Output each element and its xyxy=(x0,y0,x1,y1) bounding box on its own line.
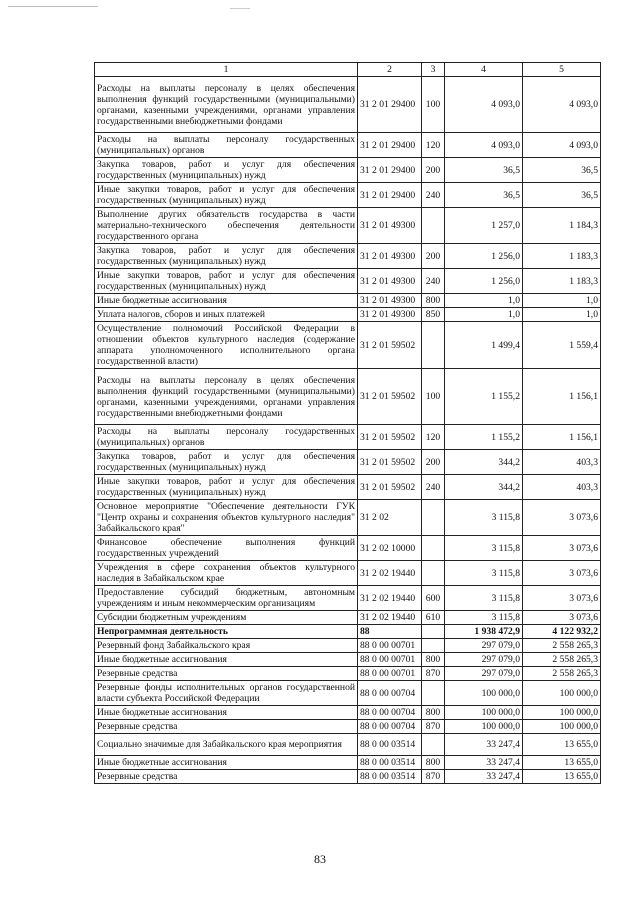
table-row xyxy=(95,734,601,756)
row-code: 88 xyxy=(358,625,422,639)
row-value-1: 1 155,2 xyxy=(445,369,523,425)
table-row xyxy=(95,756,601,770)
row-value-2: 1 559,4 xyxy=(523,322,601,369)
scan-artifact xyxy=(8,6,98,7)
row-value-1: 4 093,0 xyxy=(445,133,523,158)
row-value-2: 100 000,0 xyxy=(523,720,601,734)
row-name: Резервные средства xyxy=(95,667,358,681)
row-value-1: 3 115,8 xyxy=(445,586,523,611)
budget-table-container xyxy=(94,62,600,784)
row-code: 31 2 02 xyxy=(358,500,422,536)
row-value-1: 4 093,0 xyxy=(445,77,523,133)
row-name: Учреждения в сфере сохранения объектов культурного наследия в Забайкальском крае xyxy=(95,561,358,586)
table-row xyxy=(95,625,601,639)
row-vr xyxy=(422,208,445,244)
table-row xyxy=(95,77,601,133)
row-code: 31 2 01 29400 xyxy=(358,158,422,183)
row-value-2: 2 558 265,3 xyxy=(523,667,601,681)
row-name: Социально значимые для Забайкальского края мероприятия xyxy=(95,734,358,756)
row-vr xyxy=(422,734,445,756)
row-value-2: 1 156,1 xyxy=(523,369,601,425)
row-value-2: 1 183,3 xyxy=(523,269,601,294)
header-col-vr: 3 xyxy=(422,63,445,77)
table-row xyxy=(95,269,601,294)
row-value-2: 36,5 xyxy=(523,183,601,208)
header-col-code: 2 xyxy=(358,63,422,77)
row-name: Закупка товаров, работ и услуг для обеспечения государственных (муниципальных) нужд xyxy=(95,244,358,269)
row-value-1: 297 079,0 xyxy=(445,653,523,667)
row-name: Резервные средства xyxy=(95,720,358,734)
row-value-2: 1,0 xyxy=(523,308,601,322)
row-value-1: 344,2 xyxy=(445,450,523,475)
row-name: Основное мероприятие "Обеспечение деятельности ГУК "Центр охраны и сохранения объектов культурного наследия" Забайкальского края" xyxy=(95,500,358,536)
row-name: Уплата налогов, сборов и иных платежей xyxy=(95,308,358,322)
row-vr xyxy=(422,322,445,369)
row-code: 31 2 02 19440 xyxy=(358,561,422,586)
row-value-2: 403,3 xyxy=(523,450,601,475)
row-value-2: 13 655,0 xyxy=(523,770,601,784)
row-vr: 120 xyxy=(422,133,445,158)
row-name: Закупка товаров, работ и услуг для обеспечения государственных (муниципальных) нужд xyxy=(95,158,358,183)
table-row xyxy=(95,425,601,450)
row-code: 31 2 01 59502 xyxy=(358,450,422,475)
row-vr: 240 xyxy=(422,269,445,294)
row-name: Иные закупки товаров, работ и услуг для обеспечения государственных (муниципальных) нужд xyxy=(95,475,358,500)
row-value-2: 3 073,6 xyxy=(523,536,601,561)
table-row xyxy=(95,450,601,475)
row-vr xyxy=(422,625,445,639)
row-value-2: 13 655,0 xyxy=(523,734,601,756)
row-code: 88 0 00 00701 xyxy=(358,639,422,653)
row-code: 31 2 01 59502 xyxy=(358,322,422,369)
row-vr: 200 xyxy=(422,244,445,269)
row-value-2: 36,5 xyxy=(523,158,601,183)
row-vr: 800 xyxy=(422,706,445,720)
row-value-1: 1 256,0 xyxy=(445,269,523,294)
row-vr: 240 xyxy=(422,475,445,500)
row-name: Закупка товаров, работ и услуг для обеспечения государственных (муниципальных) нужд xyxy=(95,450,358,475)
row-value-2: 3 073,6 xyxy=(523,500,601,536)
row-value-2: 1 183,3 xyxy=(523,244,601,269)
row-value-1: 36,5 xyxy=(445,183,523,208)
row-vr xyxy=(422,536,445,561)
table-body xyxy=(95,77,601,784)
table-row xyxy=(95,158,601,183)
row-value-1: 36,5 xyxy=(445,158,523,183)
row-vr: 800 xyxy=(422,653,445,667)
row-code: 88 0 00 03514 xyxy=(358,734,422,756)
table-row xyxy=(95,586,601,611)
header-col-value-1: 4 xyxy=(445,63,523,77)
row-name: Резервный фонд Забайкальского края xyxy=(95,639,358,653)
table-row xyxy=(95,611,601,625)
row-value-1: 33 247,4 xyxy=(445,756,523,770)
table-row xyxy=(95,500,601,536)
row-code: 88 0 00 03514 xyxy=(358,756,422,770)
row-name: Иные закупки товаров, работ и услуг для обеспечения государственных (муниципальных) нужд xyxy=(95,269,358,294)
table-row xyxy=(95,561,601,586)
row-code: 88 0 00 00704 xyxy=(358,681,422,706)
row-vr xyxy=(422,681,445,706)
row-vr: 100 xyxy=(422,369,445,425)
table-row xyxy=(95,667,601,681)
row-value-1: 33 247,4 xyxy=(445,770,523,784)
row-code: 31 2 01 49300 xyxy=(358,244,422,269)
row-value-2: 13 655,0 xyxy=(523,756,601,770)
row-value-2: 3 073,6 xyxy=(523,586,601,611)
table-row xyxy=(95,369,601,425)
row-name: Резервные фонды исполнительных органов государственной власти субъекта Российской Федерации xyxy=(95,681,358,706)
row-value-2: 403,3 xyxy=(523,475,601,500)
table-row xyxy=(95,706,601,720)
row-code: 31 2 01 49300 xyxy=(358,308,422,322)
row-name: Иные бюджетные ассигнования xyxy=(95,756,358,770)
table-header-row xyxy=(95,63,601,77)
row-value-2: 4 093,0 xyxy=(523,133,601,158)
row-code: 31 2 01 29400 xyxy=(358,133,422,158)
row-vr: 870 xyxy=(422,720,445,734)
row-name: Субсидии бюджетным учреждениям xyxy=(95,611,358,625)
table-row xyxy=(95,681,601,706)
row-name: Иные бюджетные ассигнования xyxy=(95,653,358,667)
row-name: Расходы на выплаты персоналу в целях обеспечения выполнения функций государственными (муниципальными) органами, казенными учреждениями, органами управления государственными внебюджетными фондами xyxy=(95,369,358,425)
row-vr: 600 xyxy=(422,586,445,611)
row-value-2: 100 000,0 xyxy=(523,681,601,706)
row-value-1: 1,0 xyxy=(445,308,523,322)
row-code: 31 2 01 29400 xyxy=(358,183,422,208)
row-name: Расходы на выплаты персоналу государственных (муниципальных) органов xyxy=(95,133,358,158)
row-code: 31 2 01 29400 xyxy=(358,77,422,133)
table-row xyxy=(95,475,601,500)
row-vr: 870 xyxy=(422,770,445,784)
row-name: Выполнение других обязательств государства в части материально-технического обеспечения деятельности государственного органа xyxy=(95,208,358,244)
row-vr xyxy=(422,500,445,536)
table-row xyxy=(95,653,601,667)
row-value-2: 1 156,1 xyxy=(523,425,601,450)
page-number: 83 xyxy=(314,852,326,866)
row-vr: 800 xyxy=(422,756,445,770)
table-row xyxy=(95,770,601,784)
row-code: 31 2 01 49300 xyxy=(358,294,422,308)
row-value-2: 3 073,6 xyxy=(523,611,601,625)
row-value-1: 1 938 472,9 xyxy=(445,625,523,639)
row-value-1: 344,2 xyxy=(445,475,523,500)
row-vr: 120 xyxy=(422,425,445,450)
row-code: 31 2 01 49300 xyxy=(358,269,422,294)
row-value-1: 100 000,0 xyxy=(445,681,523,706)
row-code: 31 2 02 19440 xyxy=(358,586,422,611)
row-value-1: 297 079,0 xyxy=(445,667,523,681)
row-name: Непрограммная деятельность xyxy=(95,625,358,639)
row-value-2: 2 558 265,3 xyxy=(523,653,601,667)
row-vr: 240 xyxy=(422,183,445,208)
row-code: 31 2 02 10000 xyxy=(358,536,422,561)
budget-table xyxy=(94,62,601,784)
row-vr: 850 xyxy=(422,308,445,322)
table-row xyxy=(95,308,601,322)
row-name: Расходы на выплаты персоналу в целях обеспечения выполнения функций государственными (муниципальными) органами, казенными учреждениями, органами управления государственными внебюджетными фондами xyxy=(95,77,358,133)
table-row xyxy=(95,244,601,269)
row-value-1: 100 000,0 xyxy=(445,706,523,720)
table-row xyxy=(95,183,601,208)
row-value-2: 1 184,3 xyxy=(523,208,601,244)
table-row xyxy=(95,133,601,158)
table-row xyxy=(95,639,601,653)
row-value-2: 2 558 265,3 xyxy=(523,639,601,653)
table-row xyxy=(95,536,601,561)
row-value-1: 1 256,0 xyxy=(445,244,523,269)
row-name: Иные закупки товаров, работ и услуг для обеспечения государственных (муниципальных) нужд xyxy=(95,183,358,208)
row-value-2: 3 073,6 xyxy=(523,561,601,586)
row-value-1: 3 115,8 xyxy=(445,500,523,536)
row-value-1: 3 115,8 xyxy=(445,561,523,586)
row-vr: 610 xyxy=(422,611,445,625)
row-name: Предоставление субсидий бюджетным, автономным учреждениям и иным некоммерческим организациям xyxy=(95,586,358,611)
row-code: 88 0 00 00701 xyxy=(358,667,422,681)
row-name: Иные бюджетные ассигнования xyxy=(95,706,358,720)
row-code: 88 0 00 00701 xyxy=(358,653,422,667)
row-code: 88 0 00 00704 xyxy=(358,706,422,720)
row-vr xyxy=(422,639,445,653)
row-code: 31 2 01 59502 xyxy=(358,475,422,500)
header-col-name: 1 xyxy=(95,63,358,77)
row-value-1: 1 155,2 xyxy=(445,425,523,450)
row-value-1: 1,0 xyxy=(445,294,523,308)
row-value-2: 4 122 932,2 xyxy=(523,625,601,639)
row-vr: 870 xyxy=(422,667,445,681)
row-value-1: 3 115,8 xyxy=(445,611,523,625)
table-row xyxy=(95,720,601,734)
row-name: Расходы на выплаты персоналу государственных (муниципальных) органов xyxy=(95,425,358,450)
row-value-2: 4 093,0 xyxy=(523,77,601,133)
table-row xyxy=(95,294,601,308)
header-col-value-2: 5 xyxy=(523,63,601,77)
row-name: Финансовое обеспечение выполнения функций государственных учреждений xyxy=(95,536,358,561)
table-row xyxy=(95,208,601,244)
row-code: 31 2 01 59502 xyxy=(358,425,422,450)
row-value-2: 1,0 xyxy=(523,294,601,308)
row-name: Осуществление полномочий Российской Федерации в отношении объектов культурного наследия (содержание аппарата уполномоченного исполнительного органа государственной власти) xyxy=(95,322,358,369)
row-name: Иные бюджетные ассигнования xyxy=(95,294,358,308)
row-vr: 800 xyxy=(422,294,445,308)
row-vr xyxy=(422,561,445,586)
table-row xyxy=(95,322,601,369)
scan-artifact xyxy=(230,8,250,9)
row-name: Резервные средства xyxy=(95,770,358,784)
row-value-1: 3 115,8 xyxy=(445,536,523,561)
row-vr: 200 xyxy=(422,158,445,183)
row-value-1: 1 499,4 xyxy=(445,322,523,369)
row-value-1: 1 257,0 xyxy=(445,208,523,244)
row-code: 88 0 00 03514 xyxy=(358,770,422,784)
row-value-1: 297 079,0 xyxy=(445,639,523,653)
row-code: 31 2 01 59502 xyxy=(358,369,422,425)
row-code: 31 2 02 19440 xyxy=(358,611,422,625)
row-code: 88 0 00 00704 xyxy=(358,720,422,734)
row-code: 31 2 01 49300 xyxy=(358,208,422,244)
row-value-1: 100 000,0 xyxy=(445,720,523,734)
row-vr: 100 xyxy=(422,77,445,133)
row-vr: 200 xyxy=(422,450,445,475)
row-value-2: 100 000,0 xyxy=(523,706,601,720)
row-value-1: 33 247,4 xyxy=(445,734,523,756)
